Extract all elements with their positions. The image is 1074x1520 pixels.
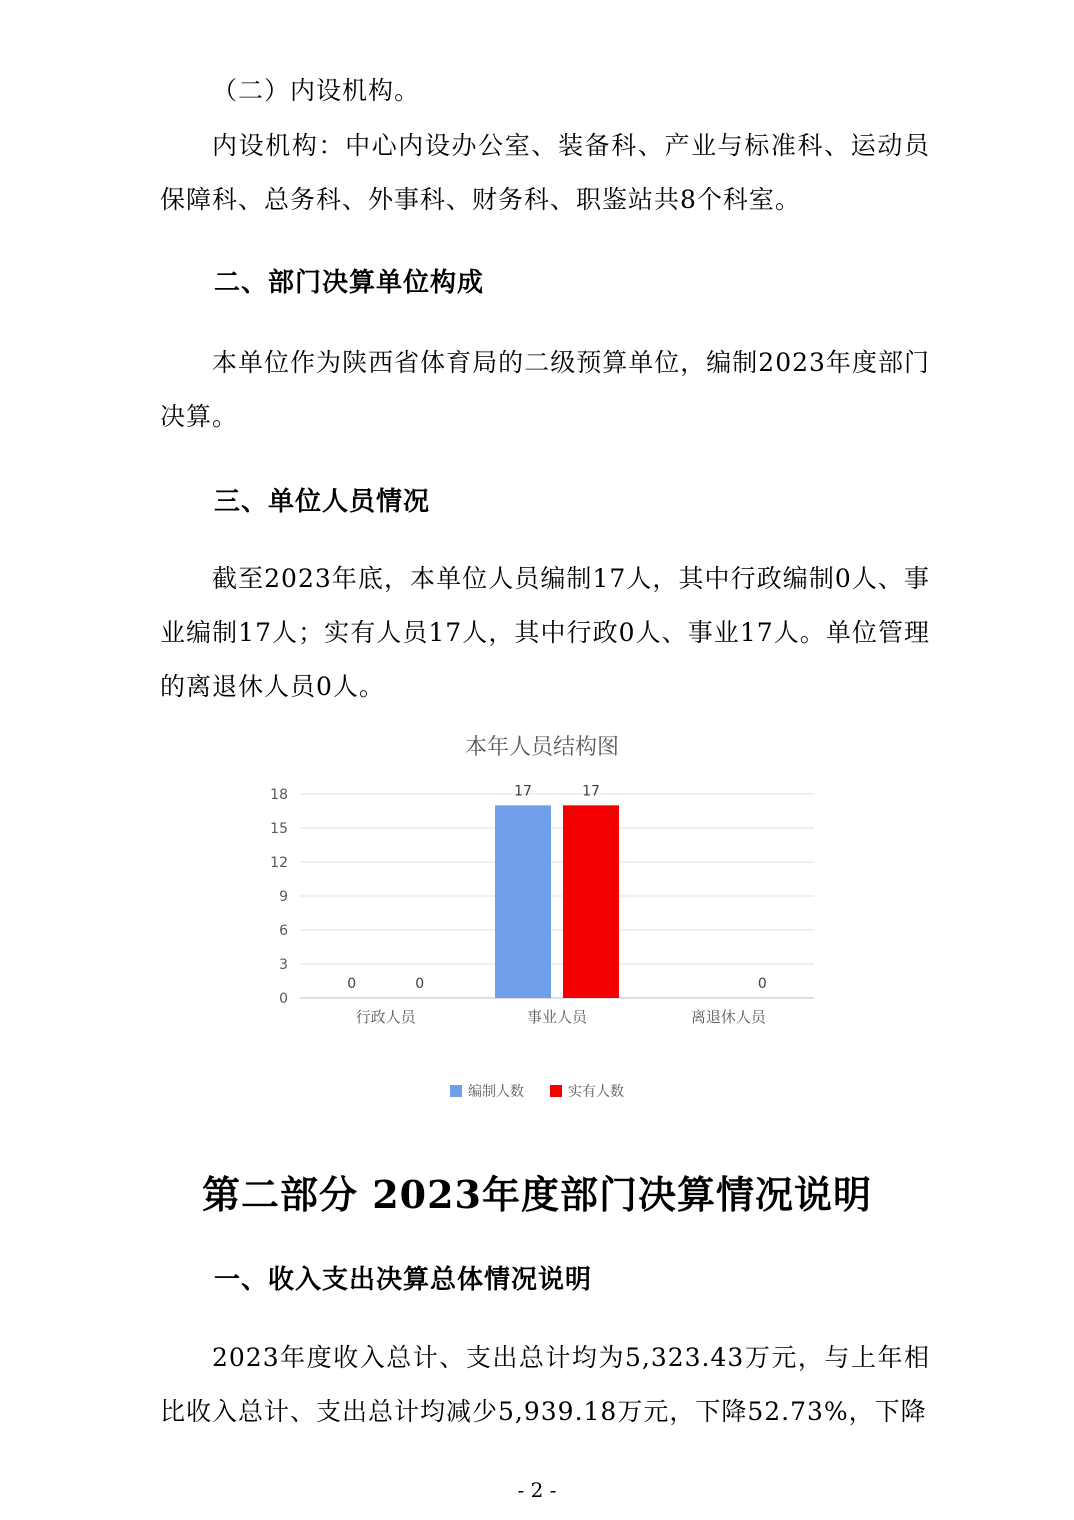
x-tick-label: 事业人员 (526, 1008, 588, 1026)
chart-bars (495, 805, 619, 998)
bar (563, 805, 619, 998)
section-heading-unit-composition: 二、部门决算单位构成 (214, 268, 485, 298)
chart-svg (250, 724, 830, 1114)
subheading-internal-organs: （二）内设机构。 (212, 76, 421, 105)
y-tick-label: 3 (279, 957, 288, 973)
part-two-title: 第二部分 2023年度部门决算情况说明 (202, 1172, 872, 1217)
staff-paragraph: 截至2023年底，本单位人员编制17人，其中行政编制0人、事业编制17人；实有人员17人，其中行政0人、事业17人。单位管理的离退休人员0人。 (160, 564, 930, 701)
data-label: 17 (582, 783, 600, 800)
chart-y-ticks (270, 787, 288, 1007)
income-expense-paragraph: 2023年度收入总计、支出总计均为5,323.43万元，与上年相比收入总计、支出总计均减少5,939.18万元，下降52.73%，下降 (160, 1343, 930, 1426)
chart-gridlines (300, 794, 814, 998)
x-tick-label: 离退休人员 (690, 1008, 766, 1026)
page-number: - 2 - (517, 1478, 557, 1502)
legend-swatch (450, 1085, 462, 1097)
y-tick-label: 6 (279, 923, 288, 939)
y-tick-label: 12 (270, 855, 288, 871)
legend-label: 实有人数 (568, 1084, 624, 1100)
y-tick-label: 18 (270, 787, 288, 803)
x-tick-label: 行政人员 (355, 1008, 416, 1026)
unit-composition-paragraph: 本单位作为陕西省体育局的二级预算单位，编制2023年度部门决算。 (160, 348, 930, 431)
staff-structure-chart (250, 724, 830, 1114)
chart-x-ticks (356, 1008, 767, 1026)
chart-title: 本年人员结构图 (464, 735, 620, 760)
data-label: 17 (514, 783, 532, 800)
data-label: 0 (347, 976, 357, 992)
section-heading-staff: 三、单位人员情况 (214, 487, 431, 517)
section-heading-income-expense: 一、收入支出决算总体情况说明 (214, 1265, 593, 1295)
data-label: 0 (757, 976, 767, 992)
y-tick-label: 9 (279, 889, 288, 905)
chart-legend (450, 1083, 624, 1100)
chart-data-labels (347, 783, 767, 992)
bar (495, 805, 551, 998)
legend-swatch (550, 1085, 562, 1097)
legend-label: 编制人数 (468, 1084, 524, 1100)
y-tick-label: 15 (270, 821, 288, 837)
internal-organs-paragraph: 内设机构：中心内设办公室、装备科、产业与标准科、运动员保障科、总务科、外事科、财务科、职鉴站共8个科室。 (160, 131, 930, 214)
y-tick-label: 0 (279, 991, 288, 1007)
data-label: 0 (415, 976, 425, 992)
